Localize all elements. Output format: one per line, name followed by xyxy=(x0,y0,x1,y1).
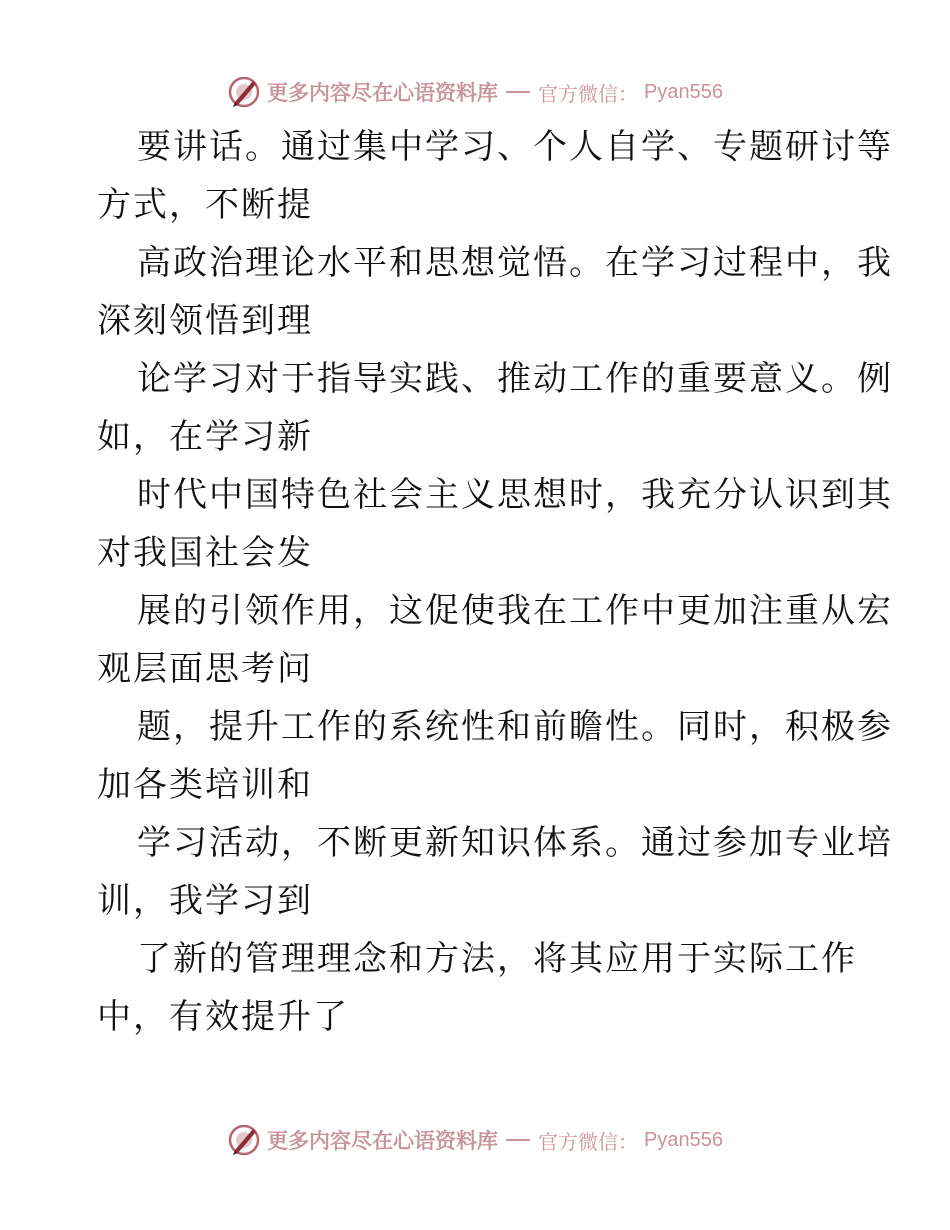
document-body xyxy=(97,118,893,1046)
body-line: 论学习对于指导实践、推动工作的重要意义。例 xyxy=(137,359,893,399)
body-line: 高政治理论水平和思想觉悟。在学习过程中，我 xyxy=(137,243,893,283)
footer-separator xyxy=(506,1139,530,1141)
header-watermark xyxy=(0,72,950,112)
pen-seal-icon xyxy=(227,75,261,109)
body-line: 如，在学习新 xyxy=(97,417,313,457)
body-line: 观层面思考问 xyxy=(97,649,313,689)
footer-wechat-label: 官方微信： xyxy=(538,1129,639,1154)
footer-brand-text: 更多内容尽在心语资料库 xyxy=(267,1128,499,1153)
body-line: 方式，不断提 xyxy=(97,185,313,225)
footer-watermark xyxy=(0,1120,950,1160)
body-line: 了新的管理理念和方法，将其应用于实际工作 xyxy=(137,939,857,979)
body-line: 时代中国特色社会主义思想时，我充分认识到其 xyxy=(137,475,893,515)
body-line: 中，有效提升了 xyxy=(97,997,349,1037)
header-brand-text: 更多内容尽在心语资料库 xyxy=(267,80,499,105)
footer-wechat-id: Pyan556 xyxy=(644,1128,723,1151)
body-line: 对我国社会发 xyxy=(97,533,313,573)
pen-seal-icon xyxy=(227,1123,261,1157)
header-separator xyxy=(506,91,530,93)
body-line: 题，提升工作的系统性和前瞻性。同时，积极参 xyxy=(137,707,893,747)
body-line: 要讲话。通过集中学习、个人自学、专题研讨等 xyxy=(137,127,893,167)
body-line: 加各类培训和 xyxy=(97,765,313,805)
body-line: 深刻领悟到理 xyxy=(97,301,313,341)
header-wechat-label: 官方微信： xyxy=(538,81,639,106)
header-wechat-id: Pyan556 xyxy=(644,80,723,103)
body-line: 学习活动，不断更新知识体系。通过参加专业培 xyxy=(137,823,893,863)
body-line: 训，我学习到 xyxy=(97,881,313,921)
body-line: 展的引领作用，这促使我在工作中更加注重从宏 xyxy=(137,591,893,631)
